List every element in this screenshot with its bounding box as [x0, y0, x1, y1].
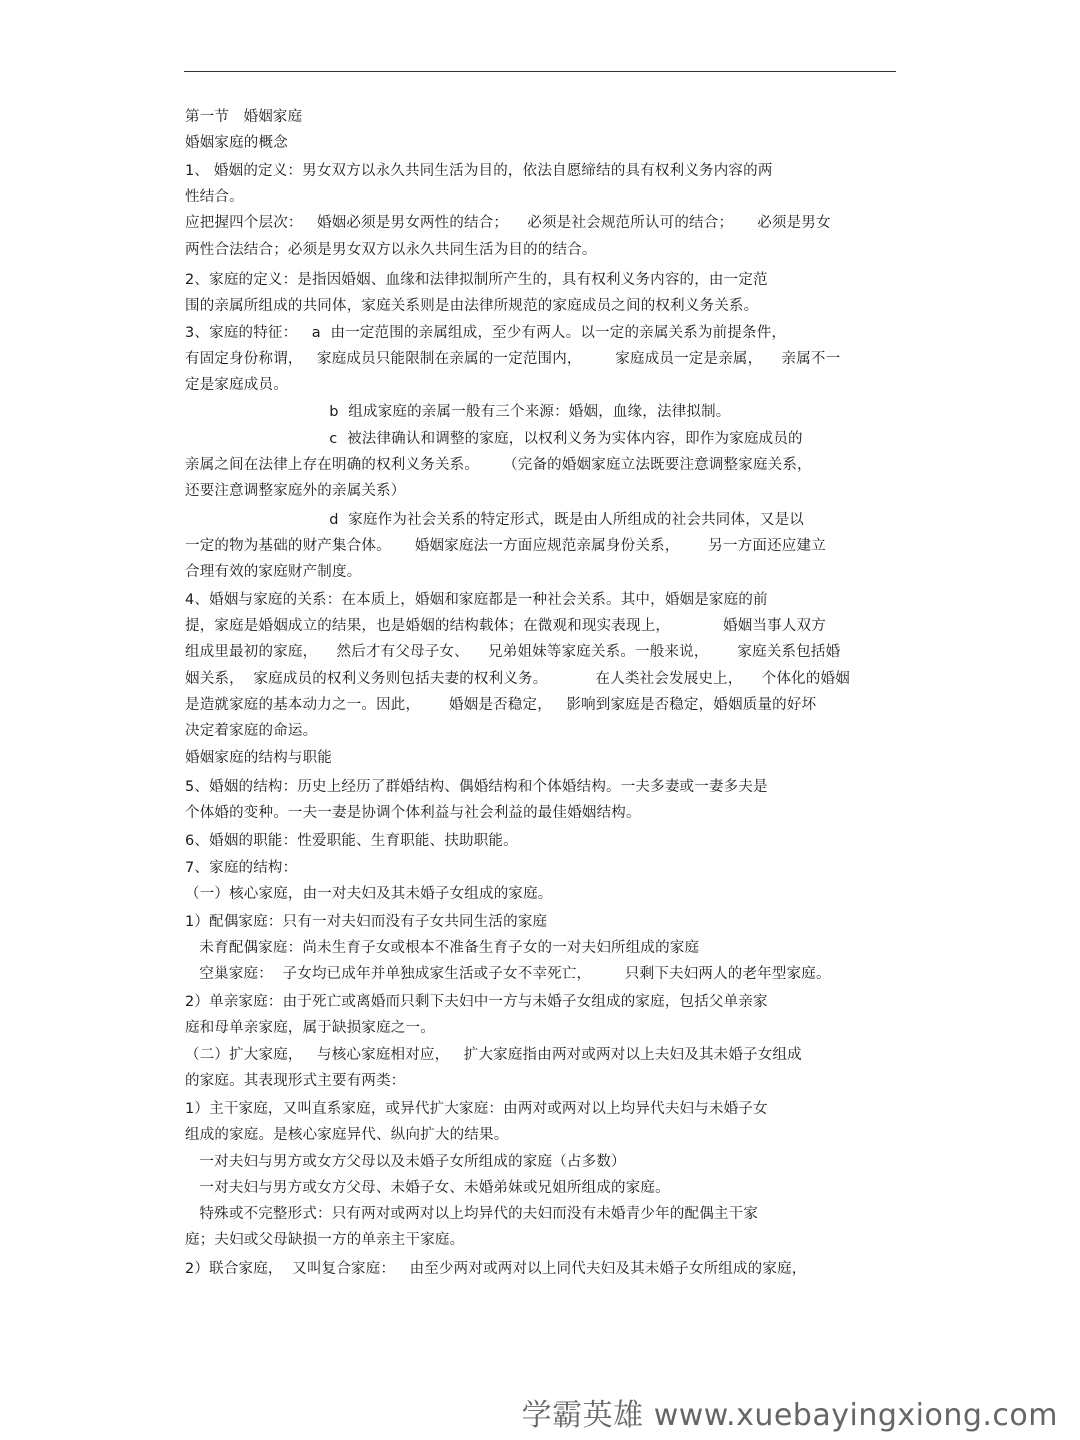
text-line: 庭和母单亲家庭，属于缺损家庭之一。 — [185, 1020, 435, 1036]
text-line: 是造就家庭的基本动力之一。因此， 婚姻是否稳定， 影响到家庭是否稳定，婚姻质量的好坏 — [185, 697, 817, 713]
text-line: 亲属之间在法律上存在明确的权利义务关系。 （完备的婚姻家庭立法既要注意调整家庭关系， — [185, 457, 812, 473]
text-line: 组成的家庭。是核心家庭异代、纵向扩大的结果。 — [185, 1127, 509, 1143]
text-line: 一定的物为基础的财产集合体。 婚姻家庭法一方面应规范亲属身份关系， 另一方面还应建立 — [185, 538, 826, 554]
text-line: （二）扩大家庭， 与核心家庭相对应， 扩大家庭指由两对或两对以上夫妇及其未婚子女组成 — [185, 1047, 802, 1063]
text-line: c 被法律确认和调整的家庭，以权利义务为实体内容，即作为家庭成员的 — [185, 431, 803, 447]
text-line: 两性合法结合；必须是男女双方以永久共同生活为目的的结合。 — [185, 242, 597, 258]
text-line: 6、婚姻的职能：性爱职能、生育职能、扶助职能。 — [185, 833, 518, 849]
text-line: 未育配偶家庭：尚未生育子女或根本不准备生育子女的一对夫妇所组成的家庭 — [185, 940, 700, 956]
text-line: 空巢家庭： 子女均已成年并单独成家生活或子女不幸死亡， 只剩下夫妇两人的老年型家庭。 — [185, 966, 831, 982]
text-line: 的家庭。其表现形式主要有两类： — [185, 1073, 406, 1089]
text-line: 特殊或不完整形式：只有两对或两对以上均异代的夫妇而没有未婚青少年的配偶主干家 — [185, 1206, 759, 1222]
text-line: b 组成家庭的亲属一般有三个来源：婚姻，血缘，法律拟制。 — [185, 404, 731, 420]
text-line: 性结合。 — [185, 189, 244, 205]
text-line: 5、婚姻的结构：历史上经历了群婚结构、偶婚结构和个体婚结构。一夫多妻或一妻多夫是 — [185, 779, 768, 795]
text-line: 围的亲属所组成的共同体，家庭关系则是由法律所规范的家庭成员之间的权利义务关系。 — [185, 298, 759, 314]
text-line: 第一节 婚姻家庭 — [185, 109, 303, 125]
text-line: 还要注意调整家庭外的亲属关系） — [185, 483, 406, 499]
text-line: 2、家庭的定义：是指因婚姻、血缘和法律拟制所产生的，具有权利义务内容的，由一定范 — [185, 272, 768, 288]
text-line: 有固定身份称谓， 家庭成员只能限制在亲属的一定范围内， 家庭成员一定是亲属， 亲属不一 — [185, 351, 841, 367]
text-line: 1、 婚姻的定义：男女双方以永久共同生活为目的，依法自愿缔结的具有权利义务内容的两 — [185, 163, 773, 179]
text-line: 决定着家庭的命运。 — [185, 723, 318, 739]
text-line: 姻关系， 家庭成员的权利义务则包括夫妻的权利义务。 在人类社会发展史上， 个体化的婚姻 — [185, 671, 850, 687]
text-line: 合理有效的家庭财产制度。 — [185, 564, 362, 580]
text-line: 婚姻家庭的概念 — [185, 135, 288, 151]
text-line: 定是家庭成员。 — [185, 377, 288, 393]
text-line: 7、家庭的结构： — [185, 860, 298, 876]
watermark: 学霸英雄 www.xuebayingxiong.com — [521, 1398, 1058, 1433]
text-line: 个体婚的变种。一夫一妻是协调个体利益与社会利益的最佳婚姻结构。 — [185, 805, 641, 821]
text-line: d 家庭作为社会关系的特定形式，既是由人所组成的社会共同体，又是以 — [185, 512, 804, 528]
text-line: （一）核心家庭，由一对夫妇及其未婚子女组成的家庭。 — [185, 886, 553, 902]
text-line: 应把握四个层次： 婚姻必须是男女两性的结合； 必须是社会规范所认可的结合； 必须是男女 — [185, 215, 831, 231]
text-line: 2）单亲家庭：由于死亡或离婚而只剩下夫妇中一方与未婚子女组成的家庭，包括父单亲家 — [185, 994, 768, 1010]
header-rule — [184, 71, 896, 72]
text-line: 1）配偶家庭：只有一对夫妇而没有子女共同生活的家庭 — [185, 914, 548, 930]
text-line: 组成里最初的家庭， 然后才有父母子女、 兄弟姐妹等家庭关系。一般来说， 家庭关系包括婚 — [185, 644, 841, 660]
text-line: 一对夫妇与男方或女方父母以及未婚子女所组成的家庭（占多数） — [185, 1154, 626, 1170]
text-line: 2）联合家庭， 又叫复合家庭： 由至少两对或两对以上同代夫妇及其未婚子女所组成的家庭， — [185, 1261, 807, 1277]
text-line: 一对夫妇与男方或女方父母、未婚子女、未婚弟妹或兄姐所组成的家庭。 — [185, 1180, 670, 1196]
text-line: 4、婚姻与家庭的关系：在本质上，婚姻和家庭都是一种社会关系。其中，婚姻是家庭的前 — [185, 592, 768, 608]
text-line: 庭；夫妇或父母缺损一方的单亲主干家庭。 — [185, 1232, 465, 1248]
text-line: 3、家庭的特征： a 由一定范围的亲属组成，至少有两人。以一定的亲属关系为前提条件， — [185, 325, 787, 341]
text-line: 婚姻家庭的结构与职能 — [185, 750, 332, 766]
text-line: 提，家庭是婚姻成立的结果，也是婚姻的结构载体；在微观和现实表现上， 婚姻当事人双方 — [185, 618, 826, 634]
text-line: 1）主干家庭，又叫直系家庭，或异代扩大家庭：由两对或两对以上均异代夫妇与未婚子女 — [185, 1101, 768, 1117]
